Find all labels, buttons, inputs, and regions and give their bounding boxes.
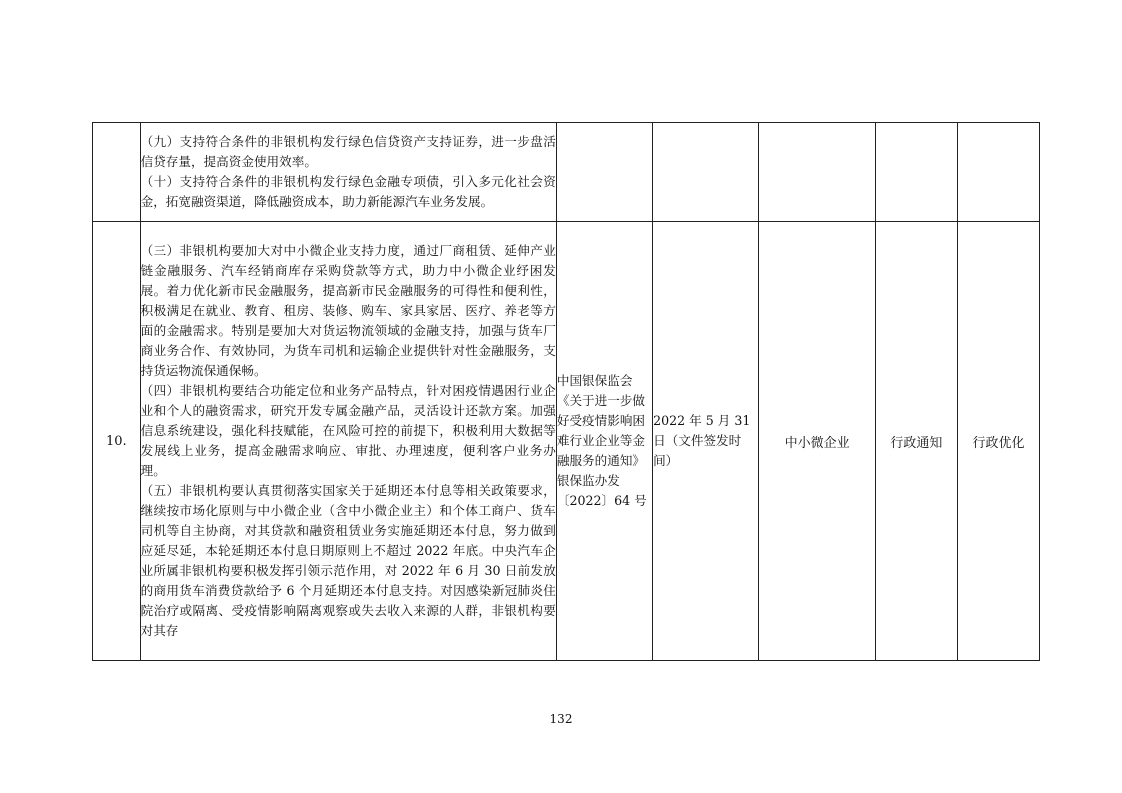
- policy-target-cell: 中小微企业: [759, 222, 875, 661]
- policy-paragraph: （三）非银机构要加大对中小微企业支持力度，通过厂商租赁、延伸产业链金融服务、汽车经销商库存采购贷款等方式，助力中小微企业纾困发展。着力优化新市民金融服务，提高新市民金融服务的可得性和便利性，积极满足在就业、教育、租房、装修、购车、家具家居、医疗、养老等方面的金融需求。特别是要加大对货运物流领域的金融支持，加强与货车厂商业务合作、有效协同，为货车司机和运输企业提供针对性金融服务，支持货运物流保通保畅。: [140, 243, 556, 378]
- table-row: [93, 222, 1040, 661]
- policy-date-cell: 2022 年 5 月 31 日（文件签发时间）: [653, 222, 759, 661]
- policy-paragraph: （四）非银机构要结合功能定位和业务产品特点，针对困疫情遇困行业企业和个人的融资需求，研究开发专属金融产品，灵活设计还款方案。加强信息系统建设，强化科技赋能，在风险可控的前提下，积极利用大数据等发展线上业务，提高金融需求响应、审批、办理速度，便利客户业务办理。: [140, 383, 556, 478]
- page-number: 132: [549, 712, 573, 726]
- policy-content-cell: [140, 222, 556, 661]
- policy-date-cell: [653, 123, 759, 222]
- policy-table: [92, 122, 1040, 661]
- policy-source-cell: [556, 123, 652, 222]
- policy-content-cell: [140, 123, 556, 222]
- policy-paragraph: （五）非银机构要认真贯彻落实国家关于延期还本付息等相关政策要求，继续按市场化原则与中小微企业（含中小微企业主）和个体工商户、货车司机等自主协商，对其贷款和融资租赁业务实施延期还本付息，努力做到应延尽延，本轮延期还本付息日期原则上不超过 2022 年底。中央汽车企业所属非银机构要积极发挥引领示范作用，对 2022 年 6 月 30 日前发放的商用货车消费贷款给予 6 个月延期还本付息支持。对因感染新冠肺炎住院治疗或隔离、受疫情影响隔离观察或失去收入来源的人群，非银机构要对其存: [140, 483, 556, 638]
- policy-type-cell: 行政通知: [875, 222, 957, 661]
- policy-category-cell: [957, 123, 1039, 222]
- policy-type-cell: [875, 123, 957, 222]
- table-row: [93, 123, 1040, 222]
- policy-source-cell: 中国银保监会《关于进一步做好受疫情影响困难行业企业等金融服务的通知》银保监办发〔2022〕64 号: [556, 222, 652, 661]
- row-number-cell: [93, 123, 141, 222]
- policy-category-cell: 行政优化: [957, 222, 1039, 661]
- policy-paragraph: （十）支持符合条件的非银机构发行绿色金融专项债，引入多元化社会资金，拓宽融资渠道，降低融资成本，助力新能源汽车业务发展。: [140, 174, 556, 209]
- row-number-cell: 10.: [93, 222, 141, 661]
- policy-paragraph: （九）支持符合条件的非银机构发行绿色信贷资产支持证券，进一步盘活信贷存量，提高资金使用效率。: [140, 134, 556, 169]
- policy-target-cell: [759, 123, 875, 222]
